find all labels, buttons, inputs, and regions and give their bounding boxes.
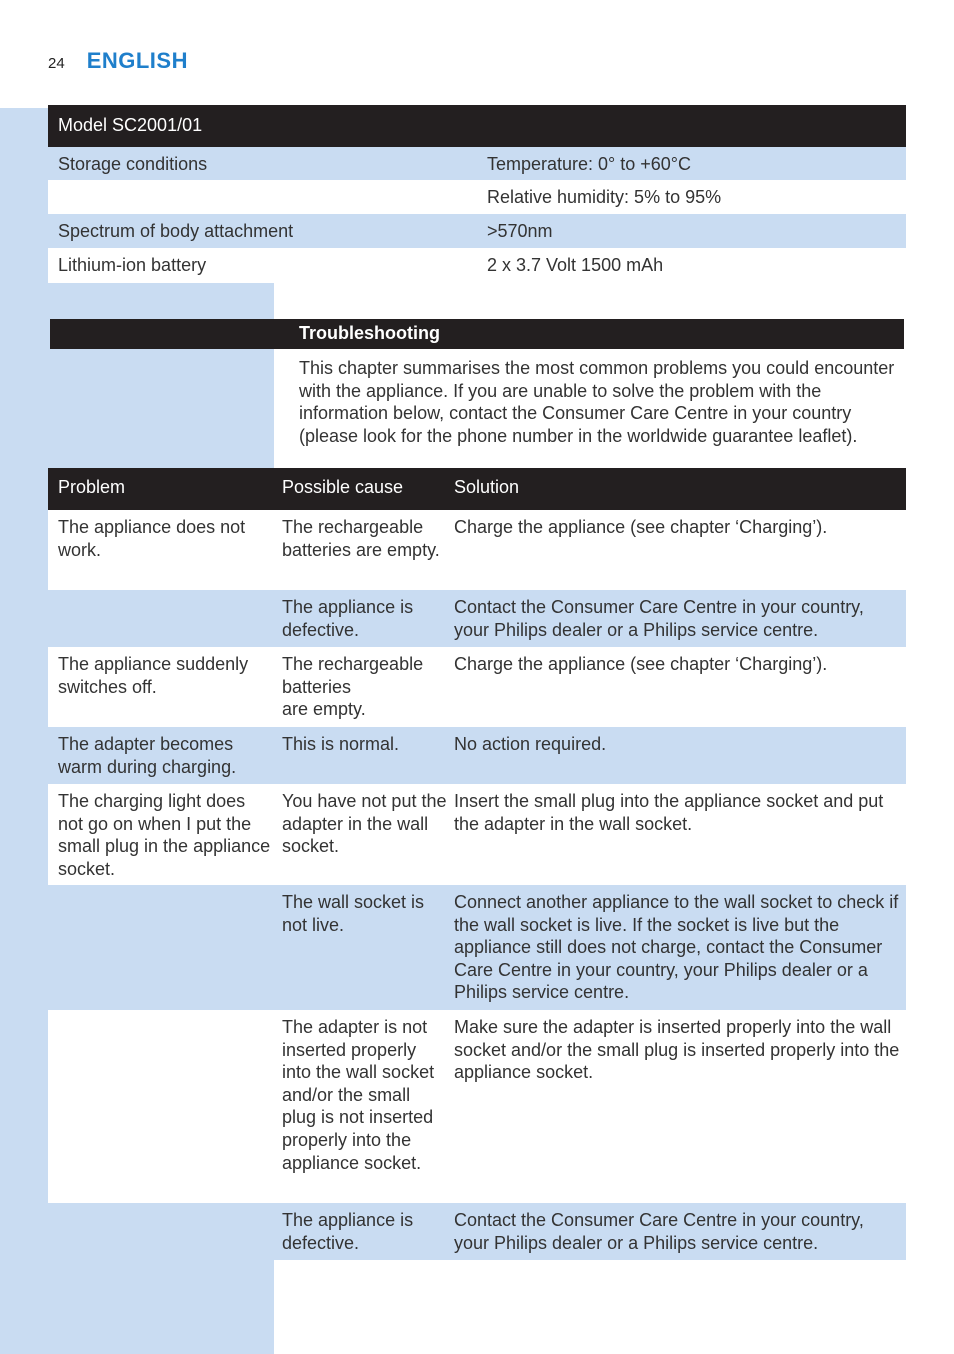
table-row [48, 510, 906, 590]
header-cause: Possible cause [282, 477, 404, 497]
table-row [48, 727, 906, 784]
spec-table-title: Model SC2001/01 [58, 115, 203, 135]
page-header [48, 48, 188, 74]
cause-cell: The rechargeable batteries are empty. [282, 517, 440, 560]
solution-cell: Make sure the adapter is inserted properly into the wall socket and/or the small plug is inserted properly into the appliance socket. [454, 1017, 900, 1083]
table-row [48, 590, 906, 647]
problem-cell: The charging light does not go on when I put the small plug in the appliance socket. [58, 791, 271, 879]
cause-cell: The rechargeable batteries are empty. [282, 654, 424, 720]
spec-label: Spectrum of body attachment [58, 221, 294, 241]
problem-cell: The appliance does not work. [58, 517, 246, 560]
cause-cell: You have not put the adapter in the wall socket. [282, 791, 447, 857]
solution-cell: Contact the Consumer Care Centre in your country, your Philips dealer or a Philips service centre. [454, 1210, 864, 1253]
solution-cell: Charge the appliance (see chapter ‘Charging’). [454, 654, 828, 674]
section-heading: Troubleshooting [299, 323, 440, 343]
language-heading: ENGLISH [86, 48, 188, 73]
solution-cell: Contact the Consumer Care Centre in your country, your Philips dealer or a Philips service centre. [454, 597, 864, 640]
spec-row [48, 214, 906, 248]
cause-cell: This is normal. [282, 734, 400, 754]
table-row [48, 1010, 906, 1203]
problem-cell: The appliance suddenly switches off. [58, 654, 249, 697]
spec-value: Temperature: 0° to +60°C [487, 154, 692, 174]
spec-value: >570nm [487, 221, 553, 241]
table-row [48, 784, 906, 885]
cause-cell: The appliance is defective. [282, 1210, 414, 1253]
header-solution: Solution [454, 477, 520, 497]
spec-table-header [48, 105, 906, 147]
solution-cell: No action required. [454, 734, 607, 754]
spec-row [48, 180, 906, 214]
section-intro: This chapter summarises the most common problems you could encounter with the appliance. If you are unable to solve the problem with the information below, contact the Consumer Care Centre in your country (please look for the phone number in the worldwide guarantee leaflet). [299, 358, 895, 446]
solution-cell: Connect another appliance to the wall socket to check if the wall socket is live. If the socket is live but the appliance still does not charge, contact the Consumer Care Centre in your country, your Philips dealer or a Philips service centre. [454, 892, 899, 1003]
table-row [48, 885, 906, 1010]
section-heading-bar [50, 319, 904, 349]
spec-label: Lithium-ion battery [58, 255, 207, 275]
problem-cell: The adapter becomes warm during charging. [58, 734, 237, 777]
spec-table [48, 105, 906, 283]
cause-cell: The adapter is not inserted properly into the wall socket and/or the small plug is not inserted properly into the appliance socket. [282, 1017, 435, 1173]
spec-value: 2 x 3.7 Volt 1500 mAh [487, 255, 664, 275]
troubleshooting-table [48, 468, 906, 1260]
header-problem: Problem [58, 477, 126, 497]
cause-cell: The wall socket is not live. [282, 892, 425, 935]
solution-cell: Charge the appliance (see chapter ‘Charging’). [454, 517, 828, 537]
solution-cell: Insert the small plug into the appliance socket and put the adapter in the wall socket. [454, 791, 884, 834]
table-header-row [48, 468, 906, 510]
table-row [48, 1203, 906, 1260]
page-number: 24 [48, 55, 65, 72]
spec-label: Storage conditions [58, 154, 208, 174]
cause-cell: The appliance is defective. [282, 597, 414, 640]
spec-row [48, 147, 906, 180]
spec-row [48, 248, 906, 283]
table-row [48, 647, 906, 727]
spec-value: Relative humidity: 5% to 95% [487, 187, 722, 207]
